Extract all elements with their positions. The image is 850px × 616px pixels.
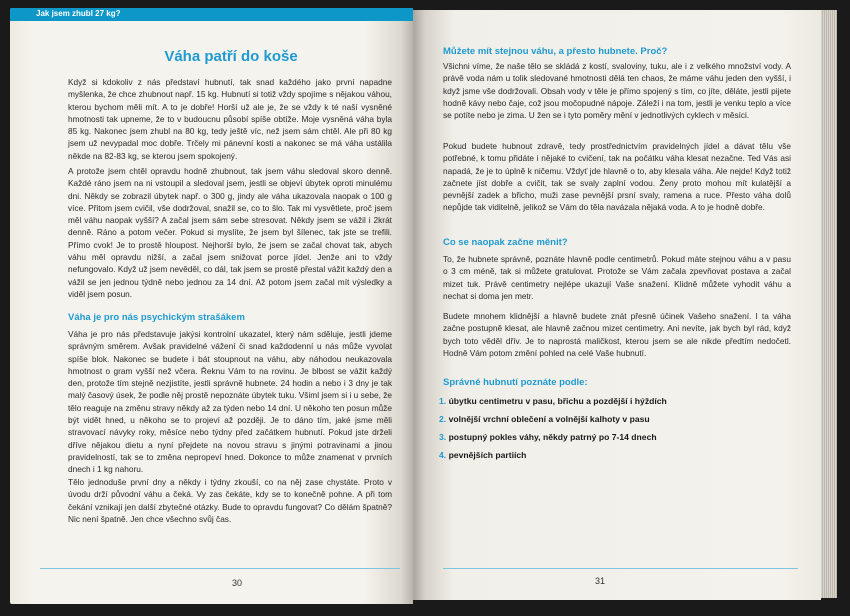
list-number: 1. [439,396,447,406]
left-page [10,8,413,604]
paragraph: Tělo jednoduše první dny a někdy i týdny zkouší, co na něj zase chystáte. Proto v úvodu drží původní váhu a čeká. Vy zas čekáte, kdy se to konečně pohne. A při tom čekání vznikají jen další zbytečné otázky. Bude to opravdu fungovat? Co dělám špatně? Nic není špatně. Jen chce všechno svůj čas. [68,477,392,524]
chapter-title: Váha patří do koše [164,48,298,65]
paragraph: Všichni víme, že naše tělo se skládá z kostí, svaloviny, tuku, ale i z velkého množství vody. A právě voda nám u tolik sledované hmotnosti dělá ten chaos, že máme váhu jeden den vyšší, i když jsme vše dodržovali. Obsah vody v těle je přímo spojený s tím, co jíte, děláte, jestli pijete hodně kávy nebo čaje, což jsou močopudné nápoje. Záleží i na tom, jestli je venku teplo a více se potíte nebo je zima. U žen se i tyto poměry mění v jednotlivých cyklech v měsíci. [443,61,791,121]
right-page [413,10,821,600]
list-text: pevnějších partiích [448,450,527,460]
list-number: 4. [439,450,447,460]
list-text: postupný pokles váhy, někdy patrný po 7-14 dnech [448,432,657,442]
paragraph: To, že hubnete správně, poznáte hlavně podle centimetrů. Pokud máte stejnou váhu a v pasu o 3 cm méně, tak si můžete gratulovat. Protože se Vám začala zpevňovat postava a začal mizet tuk. Právě centimetry nejlépe ukazují Vaše snažení. Klidně můžete vyhodit váhu a nechat si doma jen metr. [443,254,791,301]
section-subheading: Váha je pro nás psychickým strašákem [68,312,245,323]
list-item [439,432,657,442]
section-heading: Co se naopak začne měnit? [443,237,568,248]
list-item [439,450,526,460]
paragraph: A protože jsem chtěl opravdu hodně zhubnout, tak jsem váhu sledoval skoro denně. Každé ráno jsem na ni vstoupil a sledoval jsem, jestli se objeví úbytek oproti minulému dni. Někdy se zobrazil úbytek např. o 300 g, jindy ale váha ukazovala naopak o 100 g více. Přitom jsem cvičil, vše dodržoval, snažil se, co to šlo. Tak mi vysvětlete, proč jsem měl váhu naopak vyšší? A začal jsem sám sebe stresovat. Někdy jsem se vážil i 2krát denně. Ráno a potom večer. Pokud si myslíte, že jsem byl šílenec, tak jste se trefili. Přímo cvok! Je to prostě hloupost. Nejhorší bylo, že jsem se začal chovat tak, abych váhu měl opravdu nižší, a začal jsem snižovat porce jídel. Jenže ani to vždy nefungovalo. Když už jsem nevěděl, co dál, tak jsem se prostě přestal vážit každý den a vážil se jen jednou týdně nebo jednou za 14 dní. Až potom jsem začal mít výsledky a viděl jsem posun. [68,166,392,299]
section-heading: Správné hubnutí poznáte podle: [443,377,588,388]
list-number: 3. [439,432,447,442]
page-edges [821,10,837,598]
page-number: 30 [232,578,243,588]
paragraph: Budete mnohem klidnější a hlavně budete znát přesně účinek Vašeho snažení. I ta váha začne postupně klesat, ale hlavně začnou mizet centimetry. Ani nevíte, jak bych byl rád, když bych toto věděl dřív. Je to naprostá maličkost, kterou jsem se ale nikde předtím nedočetl. Hodně Vám potom změní pohled na celé Vaše hubnutí. [443,311,791,358]
list-text: úbytku centimetru v pasu, břichu a pozdější i hýždích [448,396,667,406]
list-number: 2. [439,414,447,424]
paragraph: Pokud budete hubnout zdravě, tedy prostřednictvím pravidelných jídel a dávat tělu vše potřebné, k tomu přidáte i nějaké to cvičení, tak na počátku váha klesat nezačne. Ted Vás asi napadá, že je to úplně k ničemu. Vždyť jde hlavně o to, aby klesala váha. Ale nejde! Když totiž začnete jíst dobře a cvičit, tak se svaly zaplní vodou. Ženy proto mohou mít kulatější a pevnější zadek a břicho, muži zase pevnější prsní svaly, ramena a ruce. Přesto váha dolů nepůjde tak viditelně, jelikož se Vám do těla navázala nějaká voda. A to je hodně dobře. [443,141,791,213]
paragraph: Když si kdokoliv z nás představí hubnutí, tak snad každého jako první napadne myšlenka, že chce zhubnout např. 15 kg. Hubnutí si totiž vždy spojíme s nějakou váhou, kterou bychom měli mít. A to je dobře! Horší už ale je, že se vždy k té naší vysněné hmotnosti tak upneme, že to v budoucnu působí spíše obtíže. Moje vysněná váha byla 85 kg. Nakonec jsem zhubl na 80 kg, tedy ještě víc, než jsem sám chtěl. Ale při 80 kg jsem už nevypadal moc dobře. Trčely mi pánevní kosti a nakonec se má váha ustálila někde na 82-83 kg, se kterou jsem spokojený. [68,77,392,161]
running-header-title: Jak jsem zhubl 27 kg? [36,9,121,18]
page-number: 31 [595,576,606,586]
footer-rule [40,568,400,569]
list-text: volnější vrchní oblečení a volnější kalhoty v pasu [448,414,650,424]
paragraph: Váha je pro nás představuje jakýsi kontrolní ukazatel, který nám sděluje, jestli jdeme správným směrem. Avšak pravidelné vážení či snad každodenní u nás může vyvolat spíše blok. Nakonec se budete i bát stoupnout na váhu, aby náhodou neukazovala hmotnost o gram vyšší než včera. Řeknu Vám to na rovinu. Je blbost se vážit každý den, protože tím stejně nezjistíte, jestli správně hubnete. 24 hodin a nebo i 3 dny je tak malý časový úsek, že podle něj prostě nepoznáte úbytek tuku. Všiml jsem si i u sebe, že tělo reaguje na změnu stravy někdy až za týden nebo 14 dní. U někoho ten posun může být vidět hned, u někoho se to projeví až později. Je to dáno tím, jaké jsme měli stravovací návyky roky, měsíce nebo týdny před začátkem hubnutí. Pokud jste drželi dříve nějakou dietu a nyní přejdete na novou stravu s jinými potravinami a jinou pravidelností, tak se to změna nepropeví hned. Dokonce to může znamenat v prvních dnech i 1 kg nahoru. [68,329,392,475]
list-item [439,414,650,424]
list-item [439,396,667,406]
footer-rule [443,568,798,569]
running-header [10,8,413,21]
section-heading: Můžete mít stejnou váhu, a přesto hubnete. Proč? [443,46,668,57]
